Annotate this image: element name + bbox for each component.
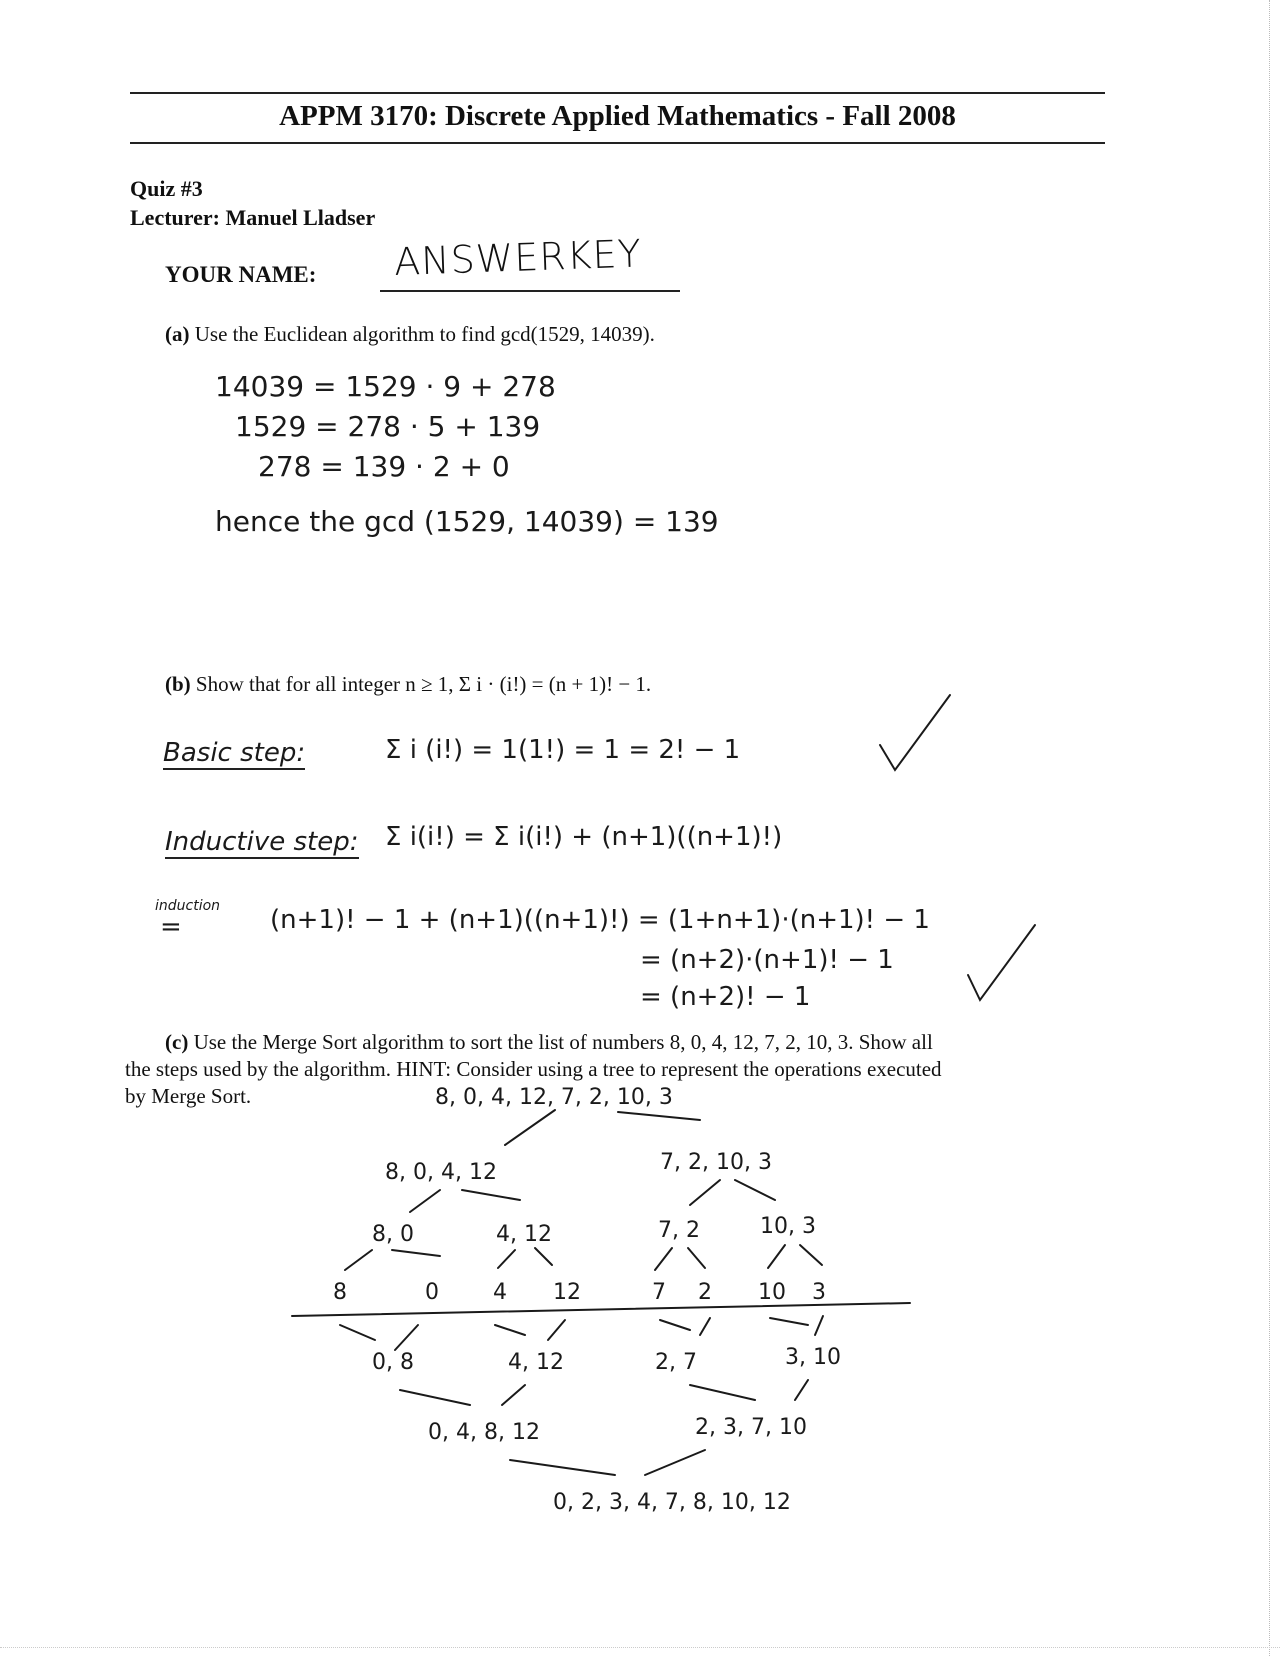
edge-p4-r	[800, 1245, 822, 1265]
part-b-text: Show that for all integer n ≥ 1, Σ i · (i!) = (n + 1)! − 1.	[195, 672, 652, 696]
tree-pair-1: 8, 0	[372, 1222, 414, 1247]
tree-merge-right: 2, 3, 7, 10	[695, 1415, 807, 1440]
edge-p2-l	[498, 1250, 515, 1268]
edge-merge-3b	[700, 1318, 710, 1335]
tree-final-sorted: 0, 2, 3, 4, 7, 8, 10, 12	[553, 1490, 791, 1515]
inductive-step-work: Σ i(i!) = Σ i(i!) + (n+1)((n+1)!)	[385, 822, 783, 852]
edge-right-p3	[690, 1180, 720, 1205]
name-label: YOUR NAME:	[165, 262, 317, 287]
edge-merge-2b	[548, 1320, 565, 1340]
divide-merge-separator	[292, 1303, 910, 1316]
part-c-label: (c)	[165, 1030, 189, 1054]
part-a-label: (a)	[165, 322, 190, 346]
basis-step-work: Σ i (i!) = 1(1!) = 1 = 2! − 1	[385, 735, 741, 765]
check-mark-1	[880, 695, 950, 770]
inductive-line-3: = (n+2)! − 1	[640, 982, 811, 1012]
edge-final-r	[645, 1450, 705, 1475]
part-c-prompt-line2: the steps used by the algorithm. HINT: Consider using a tree to represent the operations executed	[125, 1057, 942, 1081]
edge-merge-3a	[660, 1320, 690, 1330]
euclid-line-1: 14039 = 1529 · 9 + 278	[215, 370, 556, 403]
inductive-line-2: = (n+2)·(n+1)! − 1	[640, 945, 894, 975]
tree-left-half: 8, 0, 4, 12	[385, 1160, 497, 1185]
equals-sign: =	[160, 912, 182, 942]
edge-merge-4a	[770, 1318, 808, 1325]
tree-leaf-6: 2	[698, 1280, 712, 1305]
edge-final-l	[510, 1460, 615, 1475]
euclid-line-2: 1529 = 278 · 5 + 139	[235, 410, 541, 443]
edge-merge-1a	[340, 1325, 375, 1340]
edge-merge-l1	[400, 1390, 470, 1405]
gcd-conclusion: hence the gcd (1529, 14039) = 139	[215, 505, 719, 538]
part-b-label: (b)	[165, 672, 191, 696]
edge-p3-l	[655, 1248, 672, 1270]
part-c-text-1: Use the Merge Sort algorithm to sort the list of numbers 8, 0, 4, 12, 7, 2, 10, 3. Show all	[193, 1030, 933, 1054]
edge-merge-l2	[502, 1385, 525, 1405]
euclid-line-3: 278 = 139 · 2 + 0	[258, 450, 510, 483]
part-a-text: Use the Euclidean algorithm to find gcd(1529, 14039).	[194, 322, 655, 346]
inductive-line-1: (n+1)! − 1 + (n+1)((n+1)!) = (1+n+1)·(n+1)! − 1	[270, 905, 930, 935]
lecturer: Lecturer: Manuel Lladser	[130, 205, 376, 230]
induction-note: induction	[155, 898, 221, 914]
edge-p1-r	[392, 1250, 440, 1256]
tree-leaf-1: 8	[333, 1280, 347, 1305]
tree-merge-left: 0, 4, 8, 12	[428, 1420, 540, 1445]
tree-leaf-4: 12	[553, 1280, 581, 1305]
tree-pair-4: 10, 3	[760, 1214, 816, 1239]
edge-p4-l	[768, 1245, 785, 1268]
part-c-prompt-line3: by Merge Sort.	[125, 1084, 252, 1108]
tree-right-half: 7, 2, 10, 3	[660, 1150, 772, 1175]
edge-right-p4	[735, 1180, 775, 1200]
edge-left-p1	[410, 1190, 440, 1212]
tree-leaf-5: 7	[652, 1280, 666, 1305]
edge-merge-1b	[395, 1325, 418, 1350]
edge-merge-2a	[495, 1325, 525, 1335]
edge-p2-r	[535, 1248, 552, 1265]
tree-merge-2: 4, 12	[508, 1350, 564, 1375]
edge-merge-r1	[690, 1385, 755, 1400]
tree-leaf-3: 4	[493, 1280, 507, 1305]
tree-leaf-2: 0	[425, 1280, 439, 1305]
basis-step-label: Basic step:	[163, 738, 306, 768]
edge-left-p2	[462, 1190, 520, 1200]
tree-leaf-8: 3	[812, 1280, 826, 1305]
inductive-step-label: Inductive step:	[165, 827, 359, 857]
edge-root-right	[618, 1112, 700, 1120]
tree-merge-3: 2, 7	[655, 1350, 697, 1375]
check-mark-2	[968, 925, 1035, 1000]
edge-merge-r2	[795, 1380, 808, 1400]
tree-pair-2: 4, 12	[496, 1222, 552, 1247]
quiz-number: Quiz #3	[130, 176, 203, 201]
tree-merge-1: 0, 8	[372, 1350, 414, 1375]
page-title: APPM 3170: Discrete Applied Mathematics - Fall 2008	[279, 100, 956, 132]
tree-merge-4: 3, 10	[785, 1345, 841, 1370]
edge-p3-r	[688, 1248, 705, 1268]
edge-merge-4b	[815, 1316, 823, 1335]
edge-p1-l	[345, 1250, 372, 1270]
tree-pair-3: 7, 2	[658, 1218, 700, 1243]
edge-root-left	[505, 1110, 555, 1145]
tree-leaf-7: 10	[758, 1280, 786, 1305]
name-value: ANSWERKEY	[393, 231, 643, 284]
tree-root: 8, 0, 4, 12, 7, 2, 10, 3	[435, 1085, 673, 1110]
